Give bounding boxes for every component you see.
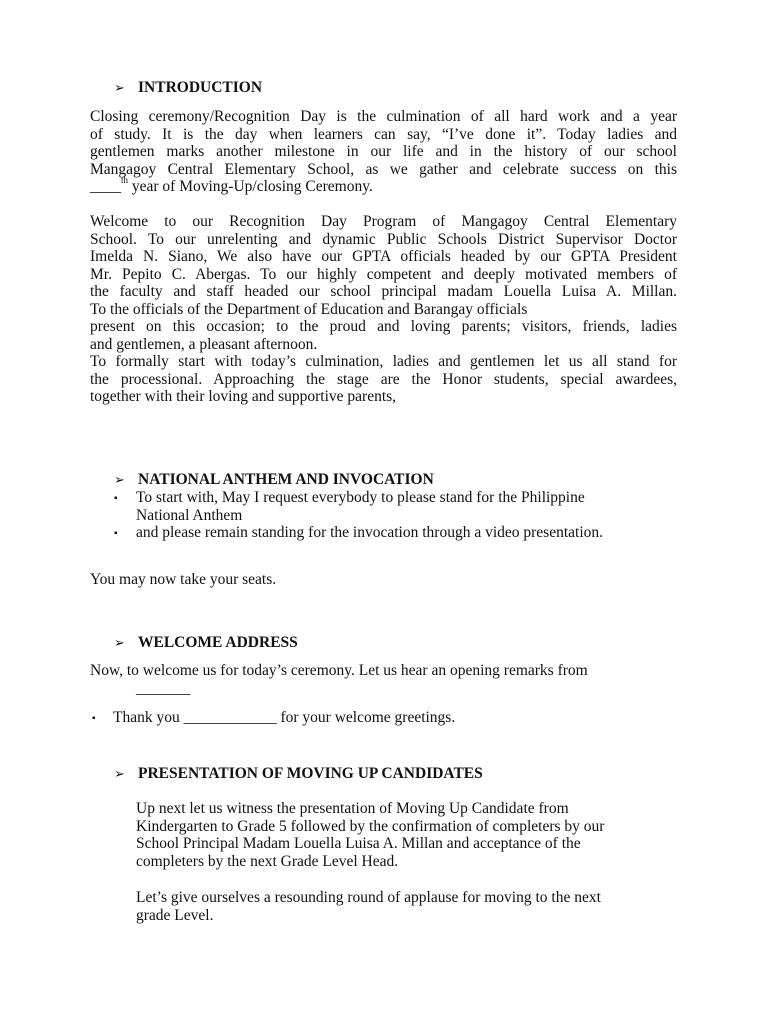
heading-text: NATIONAL ANTHEM AND INVOCATION: [138, 471, 434, 488]
text-line: grade Level.: [136, 906, 214, 924]
square-bullet-icon: ▪: [92, 713, 96, 724]
arrow-bullet-icon: ➢: [114, 636, 125, 651]
text-line: School. To our unrelenting and dynamic Public Schools District Supervisor Doctor: [90, 230, 677, 248]
list-item: [114, 489, 674, 525]
arrow-bullet-icon: ➢: [114, 767, 125, 782]
text-line: School Principal Madam Louella Luisa A. Millan and acceptance of the: [136, 835, 581, 852]
text-fragment: year of Moving-Up/closing Ceremony.: [128, 178, 373, 195]
text-line: National Anthem: [136, 506, 243, 524]
text-line: Imelda N. Siano, We also have our GPTA officials headed by our GPTA President: [90, 248, 677, 265]
text-line: the processional. Approaching the stage are the Honor students, special awardees,: [90, 370, 677, 388]
text-line: present on this occasion; to the proud and loving parents; visitors, friends, ladies: [90, 318, 677, 335]
arrow-bullet-icon: ➢: [114, 473, 125, 488]
text-line: of study. It is the day when learners can say, “I’ve done it”. Today ladies and: [90, 125, 677, 143]
ordinal-suffix: th: [121, 174, 129, 185]
heading-text: WELCOME ADDRESS: [138, 634, 298, 651]
heading-text: INTRODUCTION: [138, 79, 263, 96]
text-line: together with their loving and supportive parents,: [90, 388, 397, 405]
text-line: To start with, May I request everybody to please stand for the Philippine: [136, 489, 585, 506]
list-item: [114, 524, 674, 542]
text-line: Let’s give ourselves a resounding round of applause for moving to the next: [136, 889, 601, 906]
text-line: Thank you ____________ for your welcome greetings.: [113, 709, 456, 726]
blank-line: ____: [90, 178, 121, 195]
text-line: To the officials of the Department of Education and Barangay officials: [90, 300, 528, 318]
section-heading-presentation: [114, 765, 483, 784]
section-heading-introduction: [114, 79, 262, 98]
section-heading-anthem: [114, 471, 434, 490]
text-line-last: [90, 174, 677, 196]
seats-instruction: You may now take your seats.: [90, 571, 277, 588]
text-line: completers by the next Grade Level Head.: [136, 852, 399, 870]
introduction-paragraph-1: [90, 108, 677, 196]
text-line: and gentlemen, a pleasant afternoon.: [90, 335, 318, 353]
text-line: gentlemen marks another milestone in our life and in the history of our school: [90, 143, 677, 160]
introduction-paragraph-2: [90, 213, 677, 406]
list-item: [92, 709, 592, 727]
text-line: Up next let us witness the presentation of Moving Up Candidate from: [136, 800, 569, 817]
section-heading-welcome: [114, 634, 298, 653]
square-bullet-icon: ▪: [114, 493, 118, 504]
text-line: Mr. Pepito C. Abergas. To our highly competent and deeply motivated members of: [90, 265, 677, 283]
welcome-line: Now, to welcome us for today’s ceremony. Let us hear an opening remarks from: [90, 662, 588, 679]
heading-text: PRESENTATION OF MOVING UP CANDIDATES: [138, 765, 483, 782]
presentation-paragraph-1: [136, 800, 604, 870]
text-line: To formally start with today’s culmination, ladies and gentlemen let us all stand for: [90, 353, 677, 370]
text-line: the faculty and staff headed our school principal madam Louella Luisa A. Millan.: [90, 283, 677, 300]
welcome-blank-line: _______: [136, 680, 191, 697]
text-line: and please remain standing for the invocation through a video presentation.: [136, 524, 604, 541]
arrow-bullet-icon: ➢: [114, 81, 125, 96]
text-line: Closing ceremony/Recognition Day is the culmination of all hard work and a year: [90, 108, 677, 125]
text-line: Welcome to our Recognition Day Program of Mangagoy Central Elementary: [90, 213, 677, 230]
text-line: Kindergarten to Grade 5 followed by the confirmation of completers by our: [136, 817, 605, 835]
presentation-paragraph-2: [136, 889, 601, 924]
text-line: Mangagoy Central Elementary School, as we gather and celebrate success on this: [90, 160, 677, 178]
square-bullet-icon: ▪: [114, 528, 118, 539]
